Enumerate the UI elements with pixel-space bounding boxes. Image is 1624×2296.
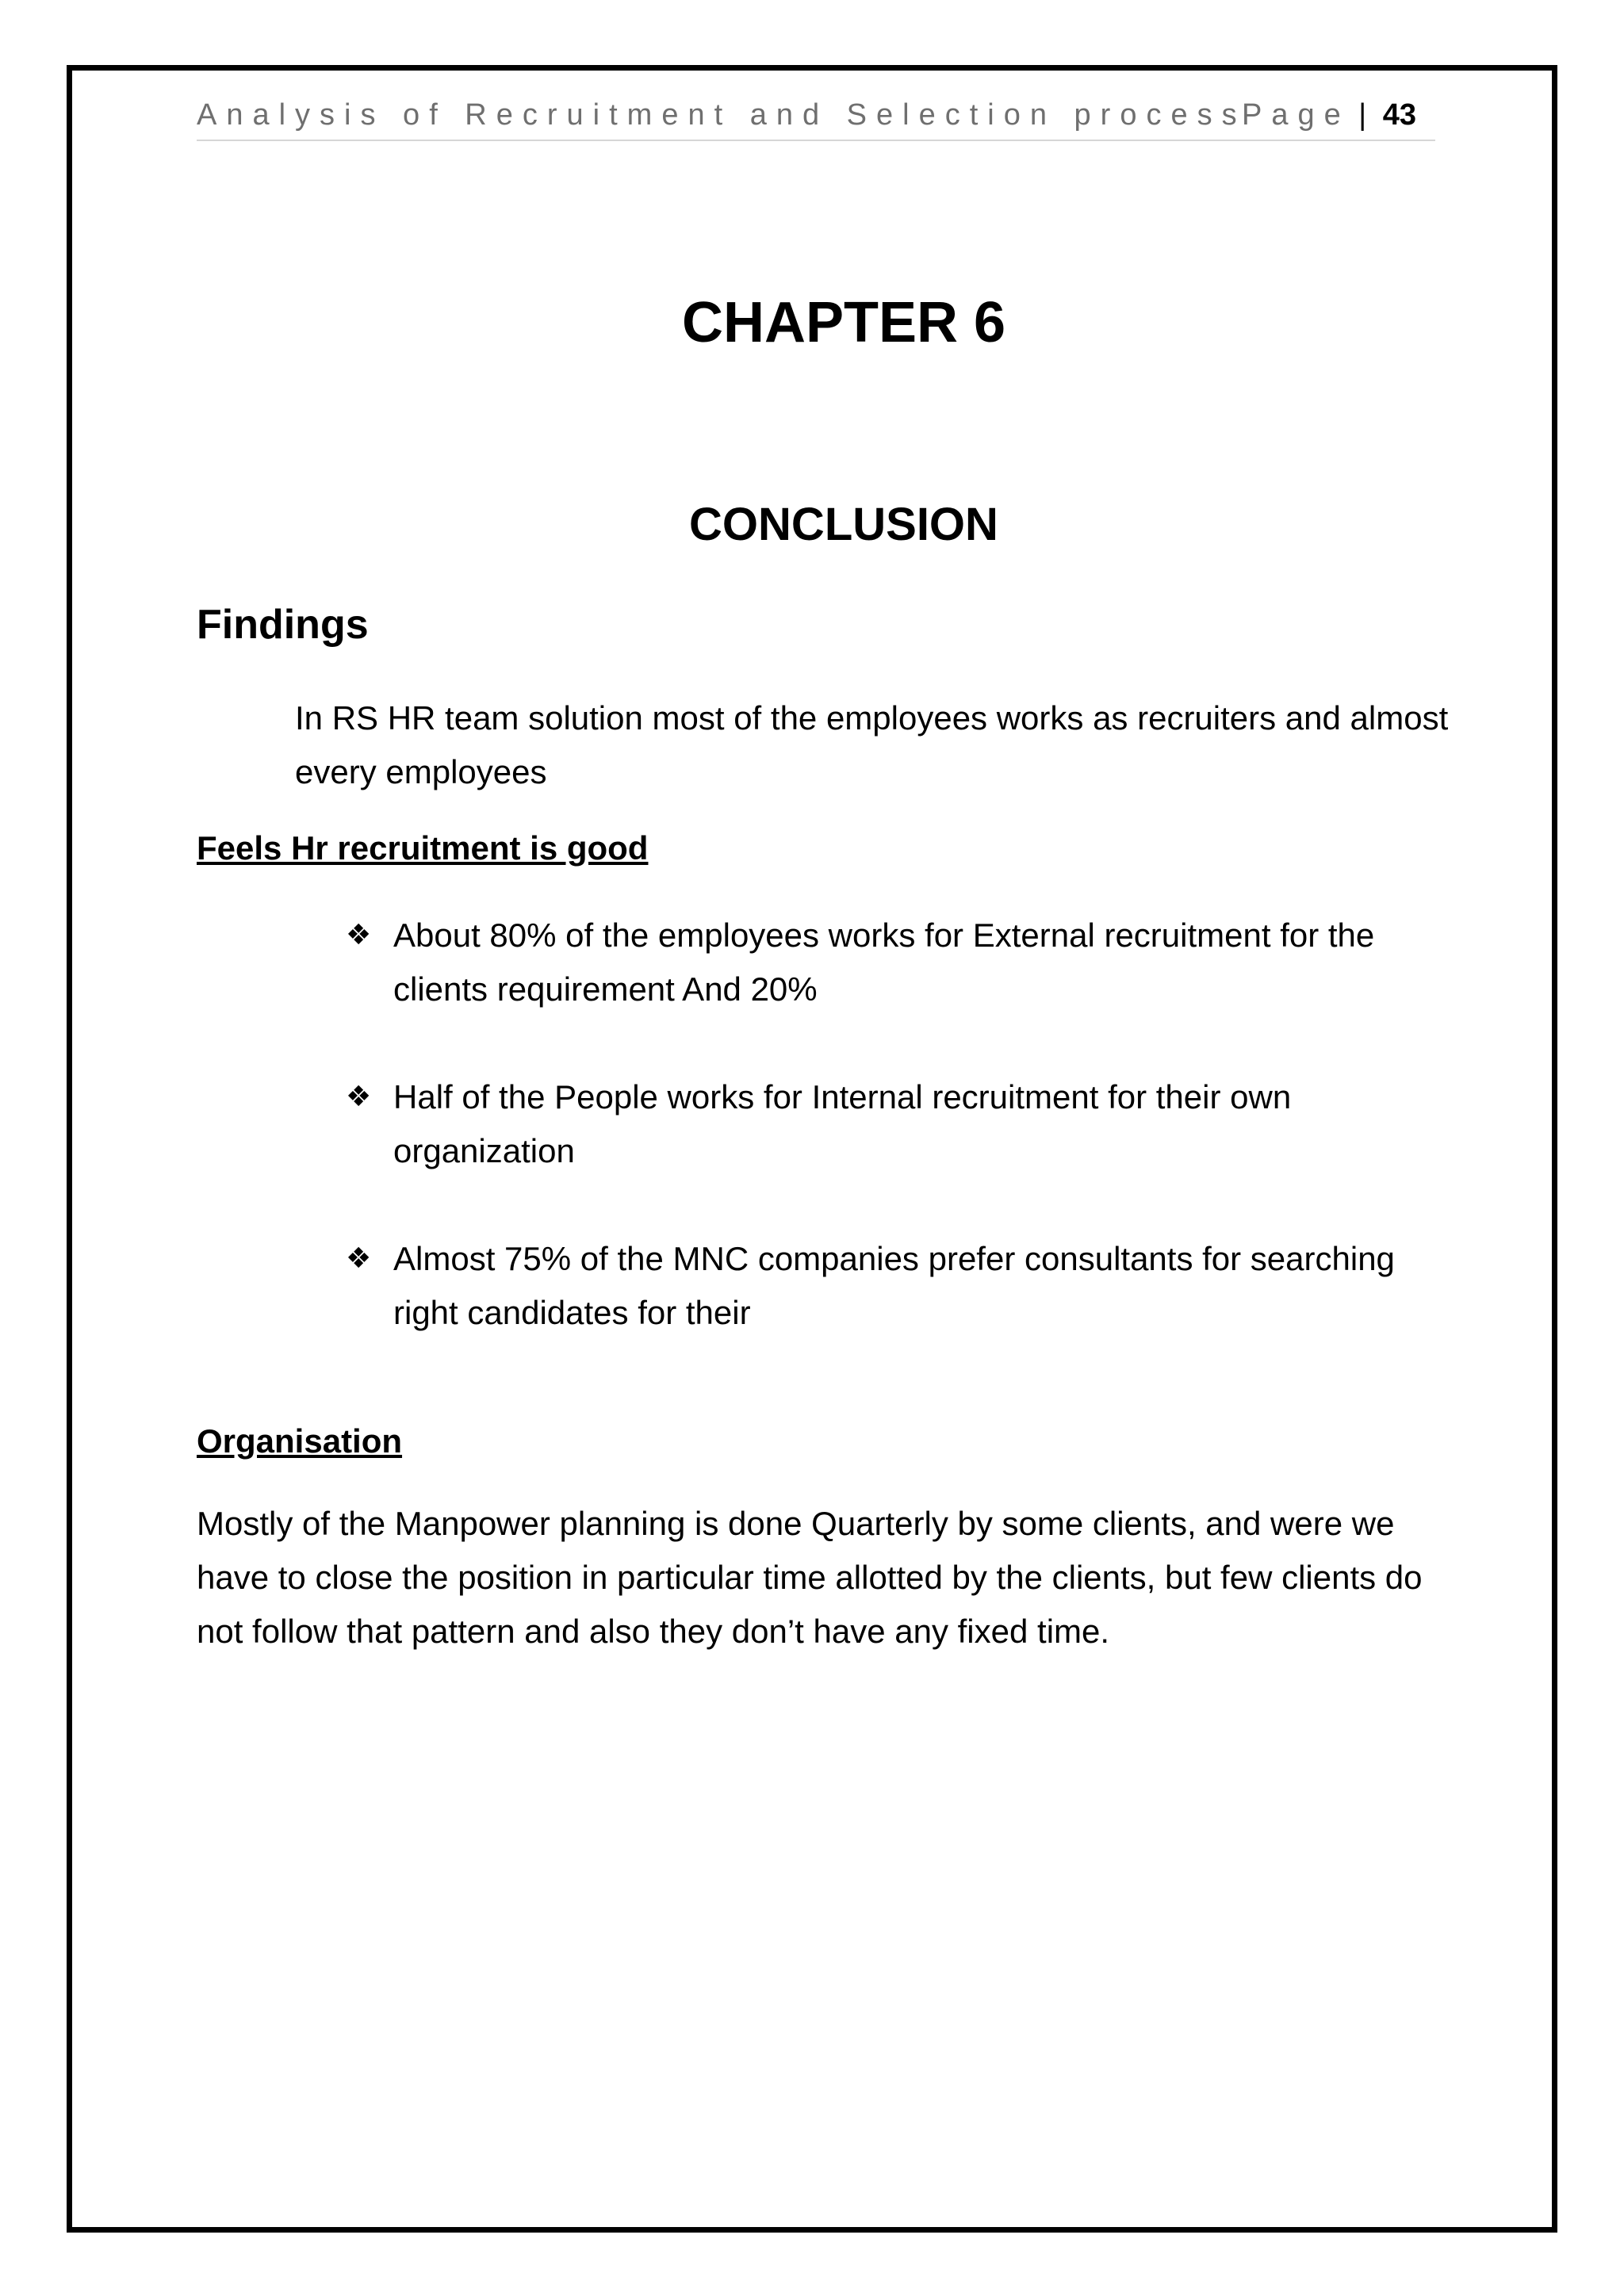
organisation-heading: Organisation: [197, 1422, 403, 1460]
list-item: [346, 909, 1456, 1016]
list-item-text: Almost 75% of the MNC companies prefer consultants for searching right candidates for their: [393, 1240, 1395, 1331]
findings-intro-paragraph: In RS HR team solution most of the employees works as recruiters and almost every employees: [295, 699, 1449, 790]
list-item-text: Half of the People works for Internal recruitment for their own organization: [393, 1078, 1292, 1169]
list-item: [346, 1070, 1456, 1178]
header-page: [1242, 98, 1416, 132]
diamond-bullet-icon: ❖: [346, 1242, 372, 1275]
findings-heading: Findings: [197, 602, 369, 648]
list-item: [346, 1232, 1456, 1340]
diamond-bullet-icon: ❖: [346, 919, 372, 951]
chapter-title: CHAPTER 6: [681, 291, 1006, 354]
header-page-label: Page: [1241, 98, 1350, 132]
header-page-separator: |: [1358, 98, 1367, 132]
page-number: 43: [1382, 98, 1416, 132]
diamond-bullet-icon: ❖: [346, 1081, 372, 1113]
findings-bullet-list: [346, 909, 1456, 1340]
header-title: Analysis of Recruitment and Selection process: [197, 98, 1247, 132]
running-header: [197, 95, 1435, 141]
list-item-text: About 80% of the employees works for External recruitment for the clients requirement And 20%: [393, 916, 1375, 1008]
organisation-paragraph: Mostly of the Manpower planning is done Quarterly by some clients, and were we have to close the position in particular time allotted by the clients, but few clients do not follow that pattern and also they don’t have any fixed time.: [197, 1505, 1423, 1650]
section-title: CONCLUSION: [689, 499, 998, 550]
findings-subheading: Feels Hr recruitment is good: [197, 829, 649, 867]
